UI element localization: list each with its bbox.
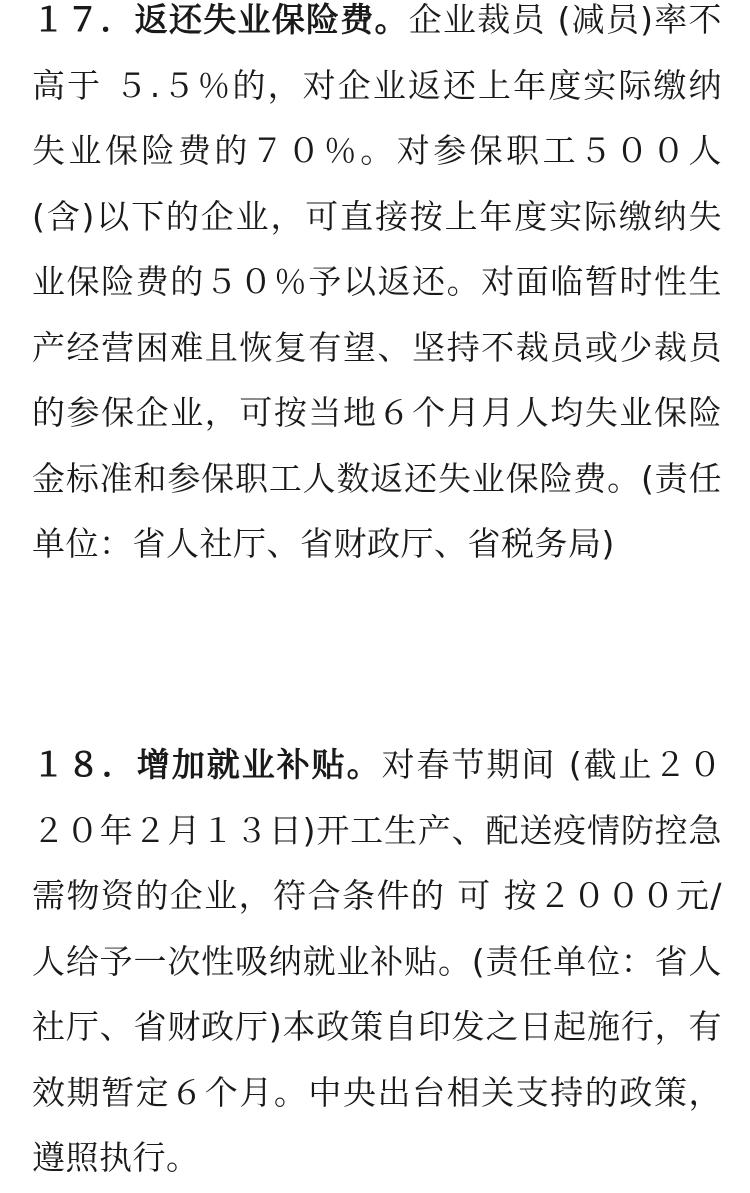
policy-item-18-body: 对春节期间 (截止２０２０年２月１３日)开工生产、配送疫情防控急需物资的企业，符合条件的 可 按２０００元/人给予一次性吸纳就业补贴。(责任单位：省人社厅、省财政厅)本政策自印发之日起施行，有效期暂定６个月。中央出台相关支持的政策，遵照执行。	[32, 745, 722, 1177]
policy-item-17-body: 企业裁员 (减员)率不高于 ５.５％的，对企业返还上年度实际缴纳失业保险费的７０％。对参保职工５００人 (含)以下的企业，可直接按上年度实际缴纳失业保险费的５０％予以返还。对面临暂时性生产经营困难且恢复有望、坚持不裁员或少裁员的参保企业，可按当地６个月月人均失业保险金标准和参保职工人数返还失业保险费。(责任单位：省人社厅、省财政厅、省税务局)	[32, 0, 722, 563]
policy-item-17	[32, 0, 722, 577]
policy-item-17-heading: １７．返还失业保险费。	[32, 0, 409, 39]
policy-item-18	[32, 732, 722, 1191]
policy-item-18-heading: １８．增加就业补贴。	[32, 745, 382, 784]
